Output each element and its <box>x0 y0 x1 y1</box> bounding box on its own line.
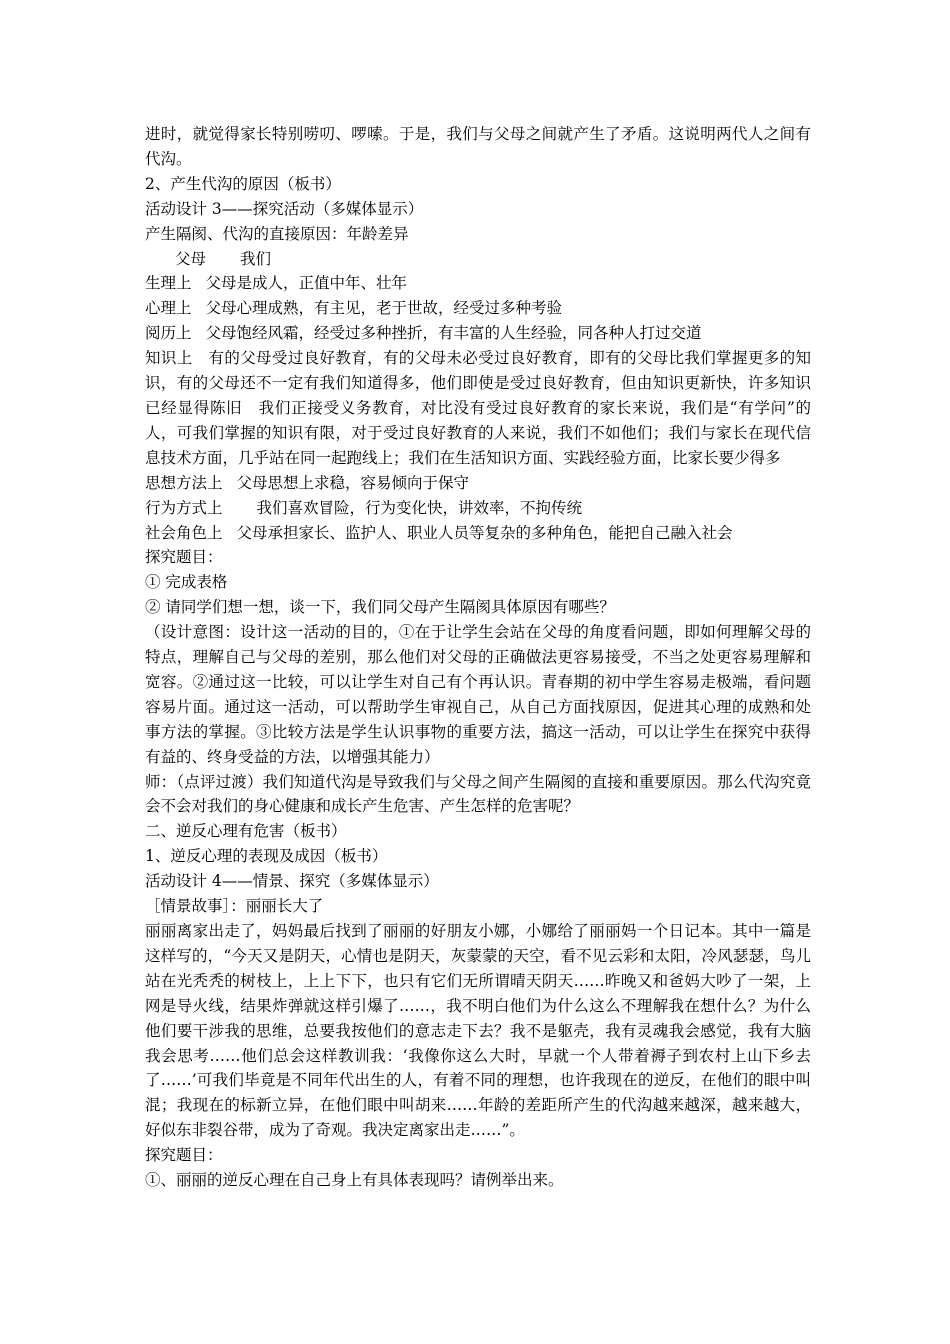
comparison-header <box>145 247 811 272</box>
paragraph-intro: 进时，就觉得家长特别唠叨、啰嗦。于是，我们与父母之间就产生了矛盾。这说明两代人之间有代沟。 <box>145 125 811 168</box>
teacher-comment-paragraph: 师：（点评过渡）我们知道代沟是导致我们与父母之间产生隔阂的直接和重要原因。那么代沟究竟会不会对我们的身心健康和成长产生危害、产生怎样的危害呢？ <box>145 772 811 816</box>
row-label: 行为方式上 <box>145 498 223 517</box>
comparison-row-physiology <box>145 271 811 296</box>
row-text: 父母心理成熟，有主见，老于世故，经受过多种考验 <box>205 299 563 318</box>
row-text: 父母饱经风霜，经受过多种挫折，有丰富的人生经验，同各种人打过交道 <box>205 324 702 343</box>
story-title: ［情景故事］：丽丽长大了 <box>145 897 324 916</box>
comparison-row-knowledge: 知识上 有的父母受过良好教育，有的父母未必受过良好教育，即有的父母比我们掌握更多的知识，有的父母还不一定有我们知道得多，他们即使是受过良好教育，但由知识更新快，许多知识已经显得陈旧 我们正接受义务教育，对比没有受过良好教育的家长来说，我们是“有学问”的人，可我们掌握的知识有限，对于受过良好教育的人来说，我们不如他们；我们与家长在现代信息技术方面，几乎站在同一起跑线上；我们在生活知识方面、实践经验方面，比家长要少得多 <box>145 349 811 467</box>
row-text: 父母是成人，正值中年、壮年 <box>205 274 408 293</box>
inquiry-item-2: ② 请同学们想一想，谈一下，我们同父母产生隔阂具体原因有哪些？ <box>145 598 615 617</box>
inquiry-item-1: ① 完成表格 <box>145 573 228 592</box>
row-label: 阅历上 <box>145 324 192 343</box>
direct-cause-line: 产生隔阂、代沟的直接原因：年龄差异 <box>145 224 409 243</box>
comparison-row-thinking <box>145 471 811 496</box>
design-intent-paragraph: （设计意图：设计这一活动的目的，①在于让学生会站在父母的角度看问题，即如何理解父母的特点，理解自己与父母的差别，那么他们对父母的正确做法更容易接受，不当之处更容易理解和宽容。②通过这一比较，可以让学生对自己有个再认识。青春期的初中学生容易走极端，看问题容易片面。通过这一活动，可以帮助学生审视自己，从自己方面找原因，促进其心理的成熟和处事方法的掌握。③比较方法是学生认识事物的重要方法，搞这一活动，可以让学生在探究中获得有益的、终身受益的方法，以增强其能力） <box>145 623 811 766</box>
inquiry-title: 探究题目： <box>145 548 223 567</box>
row-label: 心理上 <box>145 299 192 318</box>
inquiry-item-final: ①、丽丽的逆反心理在自己身上有具体表现吗？请例举出来。 <box>145 1171 564 1190</box>
row-label: 社会角色上 <box>145 523 223 542</box>
row-label: 思想方法上 <box>145 473 223 492</box>
row-text: 我们喜欢冒险，行为变化快，讲效率，不拘传统 <box>256 498 583 517</box>
comparison-row-psychology <box>145 296 811 321</box>
comparison-row-experience <box>145 321 811 346</box>
activity-3-title: 活动设计 3——探究活动（多媒体显示） <box>145 199 424 218</box>
header-parents: 父母 <box>175 249 207 268</box>
document-page <box>145 122 811 1193</box>
heading-rebellious-harm: 二、逆反心理有危害（板书） <box>145 822 347 841</box>
heading-rebellious-causes: 1、逆反心理的表现及成因（板书） <box>145 847 388 866</box>
comparison-row-social-role <box>145 521 811 546</box>
row-text: 父母思想上求稳，容易倾向于保守 <box>236 473 470 492</box>
story-paragraph: 丽丽离家出走了，妈妈最后找到了丽丽的好朋友小娜，小娜给了丽丽妈一个日记本。其中一篇是这样写的，“今天又是阴天，心情也是阴天，灰蒙蒙的天空，看不见云彩和太阳，冷风瑟瑟，鸟儿站在光秃秃的树枝上，上上下下，也只有它们无所谓晴天阴天……昨晚又和爸妈大吵了一架，上网是导火线，结果炸弹就这样引爆了……，我不明白他们为什么这么不理解我在想什么？为什么他们要干涉我的思维，总要我按他们的意志走下去？我不是躯壳，我有灵魂我会感觉，我有大脑我会思考……他们总会这样教训我：‘我像你这么大时，早就一个人带着褥子到农村上山下乡去了……’可我们毕竟是不同年代出生的人，有着不同的理想，也许我现在的逆反，在他们的眼中叫混；我现在的标新立异，在他们眼中叫胡来……年龄的差距所产生的代沟越来越深，越来越大，好似东非裂谷带，成为了奇观。我决定离家出走……”。 <box>145 922 811 1140</box>
activity-4-title: 活动设计 4——情景、探究（多媒体显示） <box>145 872 439 891</box>
heading-gap-causes: 2、产生代沟的原因（板书） <box>145 174 341 193</box>
row-label: 生理上 <box>145 274 192 293</box>
row-text: 父母承担家长、监护人、职业人员等复杂的多种角色，能把自己融入社会 <box>236 523 733 542</box>
inquiry-title-2: 探究题目： <box>145 1146 223 1165</box>
header-us: 我们 <box>240 249 272 268</box>
comparison-row-behavior <box>145 496 811 521</box>
